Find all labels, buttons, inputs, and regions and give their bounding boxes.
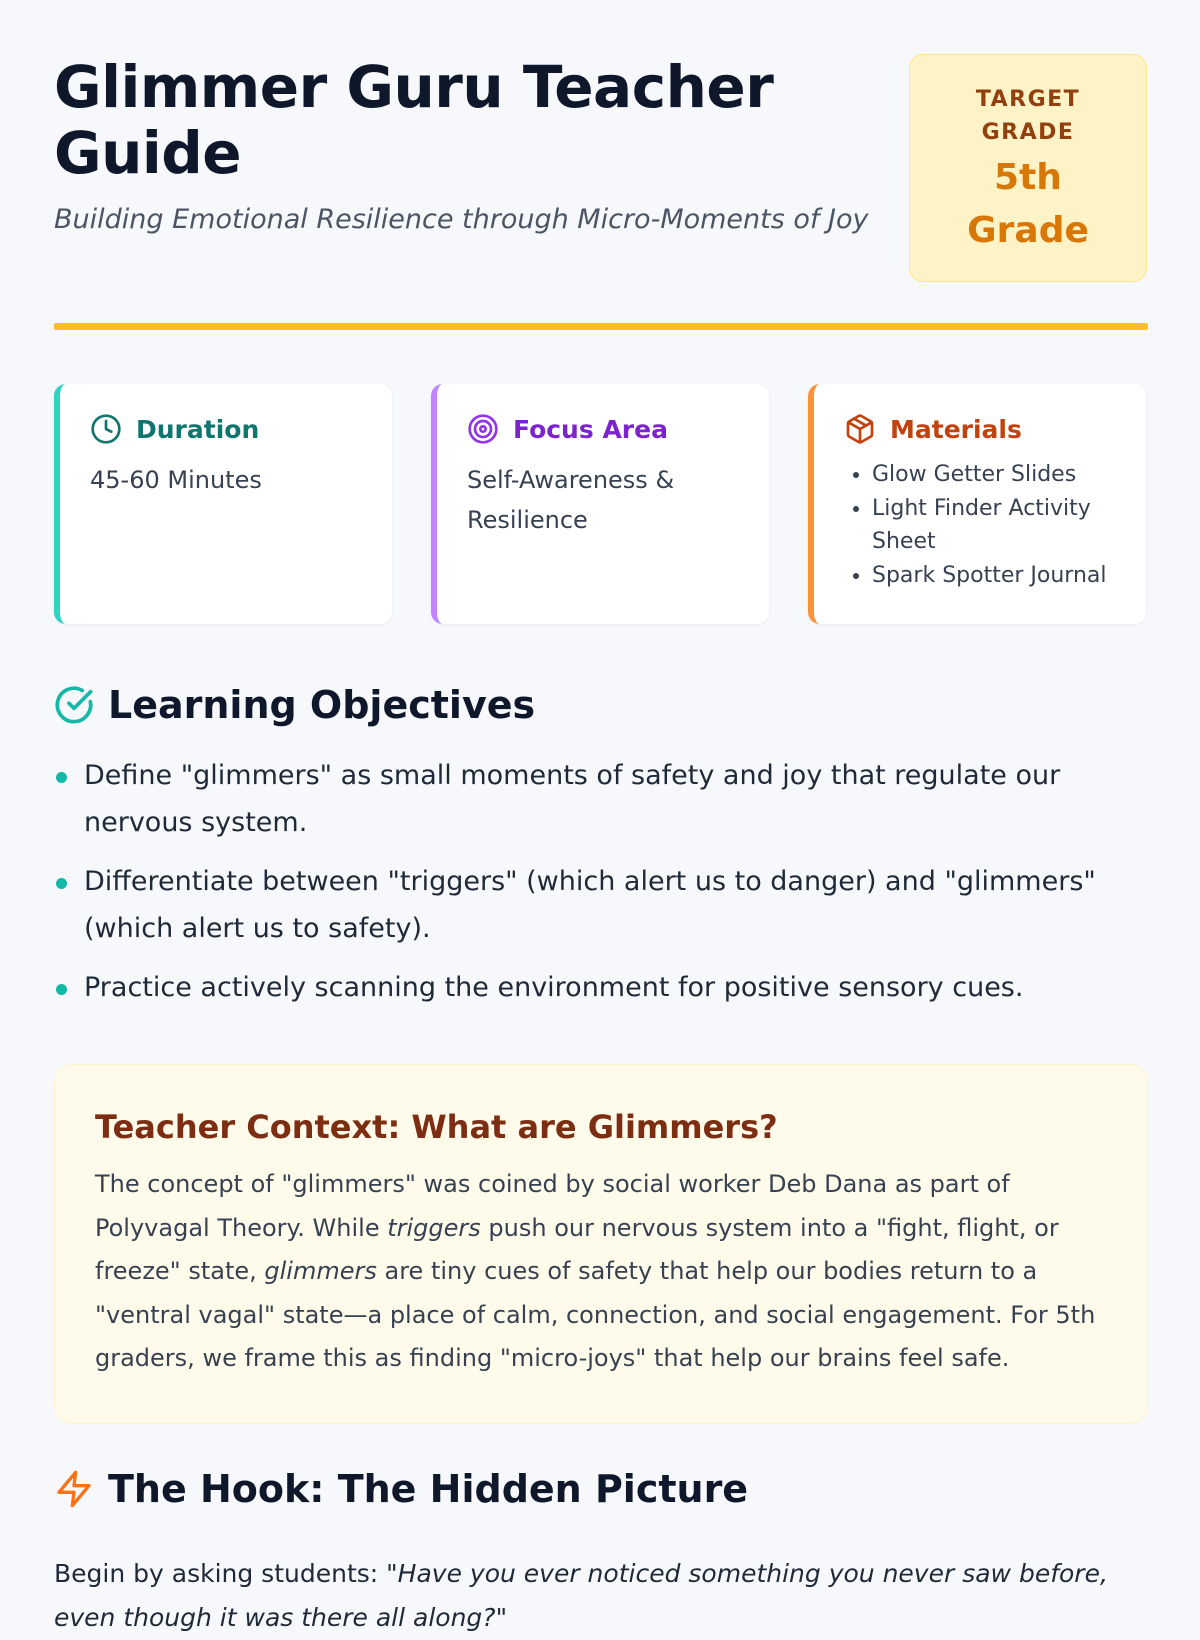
context-text: push our nervous system into a "fight, flight, or freeze" state,	[95, 1213, 1059, 1285]
objectives-heading	[54, 683, 535, 727]
target-icon	[467, 413, 499, 445]
materials-card	[808, 384, 1146, 624]
clock-icon	[90, 413, 122, 445]
lightning-icon	[54, 1469, 94, 1509]
teacher-context-box	[54, 1064, 1148, 1424]
page-title: Glimmer Guru Teacher Guide	[54, 53, 774, 187]
objective-item: Define "glimmers" as small moments of safety and joy that regulate our nervous system.	[54, 752, 1148, 846]
focus-card-header	[467, 412, 739, 446]
focus-area-value: Self-Awareness & Resilience	[467, 466, 675, 534]
materials-list	[844, 458, 1116, 592]
duration-value: 45-60 Minutes	[90, 466, 262, 494]
duration-title: Duration	[136, 414, 260, 444]
context-emphasis-glimmers: glimmers	[264, 1257, 377, 1285]
hook-intro: Begin by asking students:	[54, 1559, 387, 1588]
focus-area-card	[431, 384, 769, 624]
context-text: The concept of "glimmers" was coined by social worker Deb Dana as part of Polyvagal Theory. While	[95, 1170, 1010, 1242]
grade-label-line1: TARGET	[975, 87, 1081, 112]
box-icon	[844, 413, 876, 445]
target-grade-badge	[909, 54, 1147, 282]
teacher-context-body	[95, 1163, 1107, 1381]
grade-value-line2: Grade	[967, 210, 1089, 251]
materials-card-header	[844, 412, 1116, 446]
page-subtitle: Building Emotional Resilience through Micro-Moments of Joy	[54, 204, 869, 235]
hook-heading	[54, 1467, 748, 1511]
grade-value-line1: 5th	[994, 157, 1062, 198]
context-emphasis-triggers: triggers	[387, 1213, 481, 1242]
header-divider	[54, 323, 1148, 330]
focus-area-title: Focus Area	[513, 414, 668, 444]
objective-item: Differentiate between "triggers" (which alert us to danger) and "glimmers" (which alert us to safety).	[54, 858, 1148, 952]
duration-card	[54, 384, 392, 624]
teacher-context-title: Teacher Context: What are Glimmers?	[95, 1108, 778, 1146]
materials-item: • Spark Spotter Journal	[872, 559, 1116, 593]
objectives-list	[54, 752, 1148, 1023]
hook-quote: "Have you ever noticed something you never saw before, even though it was there all along?"	[54, 1559, 1108, 1632]
check-circle-icon	[54, 685, 94, 725]
page-header	[54, 54, 1148, 284]
info-cards	[54, 384, 1148, 624]
hook-title: The Hook: The Hidden Picture	[108, 1467, 749, 1511]
materials-title: Materials	[890, 414, 1022, 444]
objective-item: Practice actively scanning the environment for positive sensory cues.	[54, 964, 1148, 1011]
materials-item: • Glow Getter Slides	[872, 458, 1116, 492]
hook-body	[54, 1552, 1148, 1640]
duration-card-header	[90, 412, 362, 446]
objectives-title: Learning Objectives	[108, 683, 536, 727]
grade-label-line2: GRADE	[981, 120, 1075, 145]
context-text: are tiny cues of safety that help our bodies return to a "ventral vagal" state—a place of calm, connection, and social engagement. For 5th graders, we frame this as finding "micro-joys" that help our brains feel safe.	[95, 1257, 1096, 1372]
materials-item: • Light Finder Activity Sheet	[872, 492, 1116, 559]
